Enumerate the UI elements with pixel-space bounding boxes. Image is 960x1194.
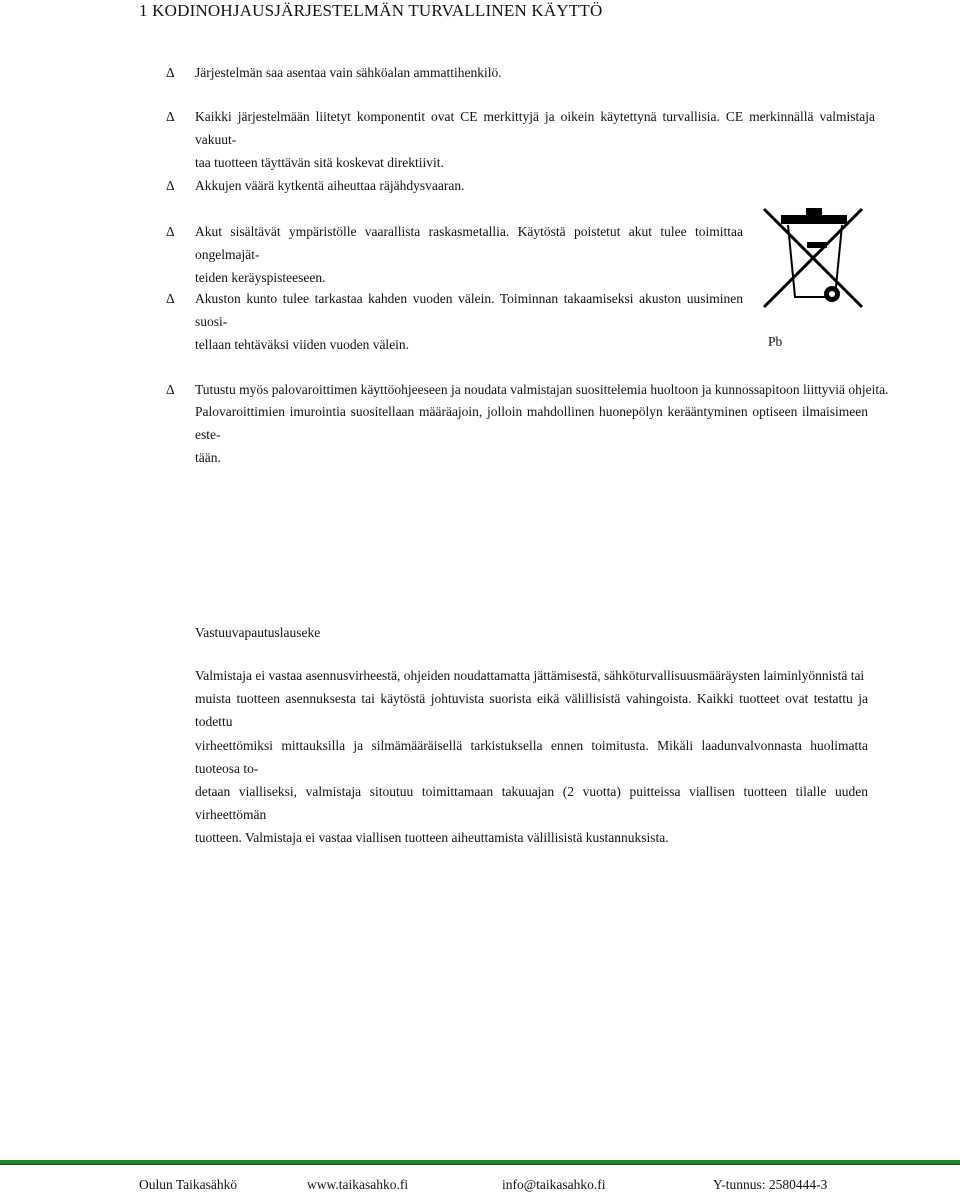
delta-bullet-icon: Δ [166, 291, 175, 306]
safety-item-text [195, 61, 875, 84]
safety-item-text [195, 174, 875, 197]
text-line: Palovaroittimien imurointia suositellaan määräajoin, jolloin mahdollinen huonepölyn kerääntyminen optiseen ilmaisimeen este- [195, 404, 868, 442]
safety-item-text [195, 378, 895, 401]
delta-bullet-icon: Δ [166, 109, 175, 124]
footer-email: info@taikasahko.fi [502, 1177, 606, 1192]
delta-bullet-icon: Δ [166, 382, 175, 397]
safety-item-text [195, 105, 875, 174]
footer-company: Oulun Taikasähkö [139, 1177, 238, 1192]
safety-item-6-paragraph [195, 400, 868, 469]
text-line: teiden keräyspisteeseen. [195, 270, 326, 285]
text-line: detaan vialliseksi, valmistaja sitoutuu toimittamaan takuuajan (2 vuotta) puitteissa viallisen tuotteen tilalle uuden virheettömän [195, 784, 868, 823]
text-line: virheettömiksi mittauksilla ja silmämääräisellä tarkistuksella ennen toimitusta. Mikäli laadunvalvonnasta huolimatta tuoteosa to- [195, 737, 868, 776]
text-line: taa tuotteen täyttävän sitä koskevat direktiivit. [195, 155, 444, 170]
crossed-out-wheelie-bin-icon [760, 203, 866, 313]
text-line: tään. [195, 450, 221, 465]
text-line: Valmistaja ei vastaa asennusvirheestä, ohjeiden noudattamatta jättämisestä, sähköturvallisuusmääräysten laiminlyönnistä tai [195, 668, 865, 683]
text-line: Akuston kunto tulee tarkastaa kahden vuoden välein. Toiminnan takaamiseksi akuston uusiminen suosi- [195, 291, 743, 329]
delta-bullet-icon: Δ [166, 65, 175, 80]
footer-website: www.taikasahko.fi [307, 1177, 409, 1192]
text-line: tellaan tehtäväksi viiden vuoden välein. [195, 337, 410, 352]
delta-bullet-icon: Δ [166, 224, 175, 239]
page-heading: 1 KODINOHJAUSJÄRJESTELMÄN TURVALLINEN KÄYTTÖ [139, 1, 603, 20]
safety-item-text [195, 287, 743, 356]
text-line: Tutustu myös palovaroittimen käyttöohjeeseen ja noudata valmistajan suosittelemia huoltoon ja kunnossapitoon liittyviä ohjeita. [195, 382, 889, 397]
text-line: tuotteen. Valmistaja ei vastaa viallisen tuotteen aiheuttamista välillisistä kustannuksista. [195, 830, 669, 846]
text-line: muista tuotteen asennuksesta tai käytöstä johtuvista suorista eikä välillisistä vahingoista. Kaikki tuotteet ovat testattu ja todettu [195, 691, 868, 730]
text-line: Järjestelmän saa asentaa vain sähköalan ammattihenkilö. [195, 65, 502, 80]
footer-business-id: Y-tunnus: 2580444-3 [713, 1177, 828, 1192]
text-line: Akut sisältävät ympäristölle vaarallista raskasmetallia. Käytöstä poistetut akut tulee toimittaa ongelmajät- [195, 224, 743, 262]
safety-item-text [195, 220, 743, 289]
lead-symbol-label: Pb [768, 334, 783, 349]
delta-bullet-icon: Δ [166, 178, 175, 193]
text-line: Akkujen väärä kytkentä aiheuttaa räjähdysvaaran. [195, 178, 465, 193]
disclaimer-body [195, 664, 868, 850]
disclaimer-title: Vastuuvapautuslauseke [195, 625, 321, 640]
footer-divider-shadow [0, 1164, 960, 1165]
text-line: Kaikki järjestelmään liitetyt komponentit ovat CE merkittyjä ja oikein käytettynä turvallisia. CE merkinnällä valmistaja vakuut- [195, 109, 875, 147]
